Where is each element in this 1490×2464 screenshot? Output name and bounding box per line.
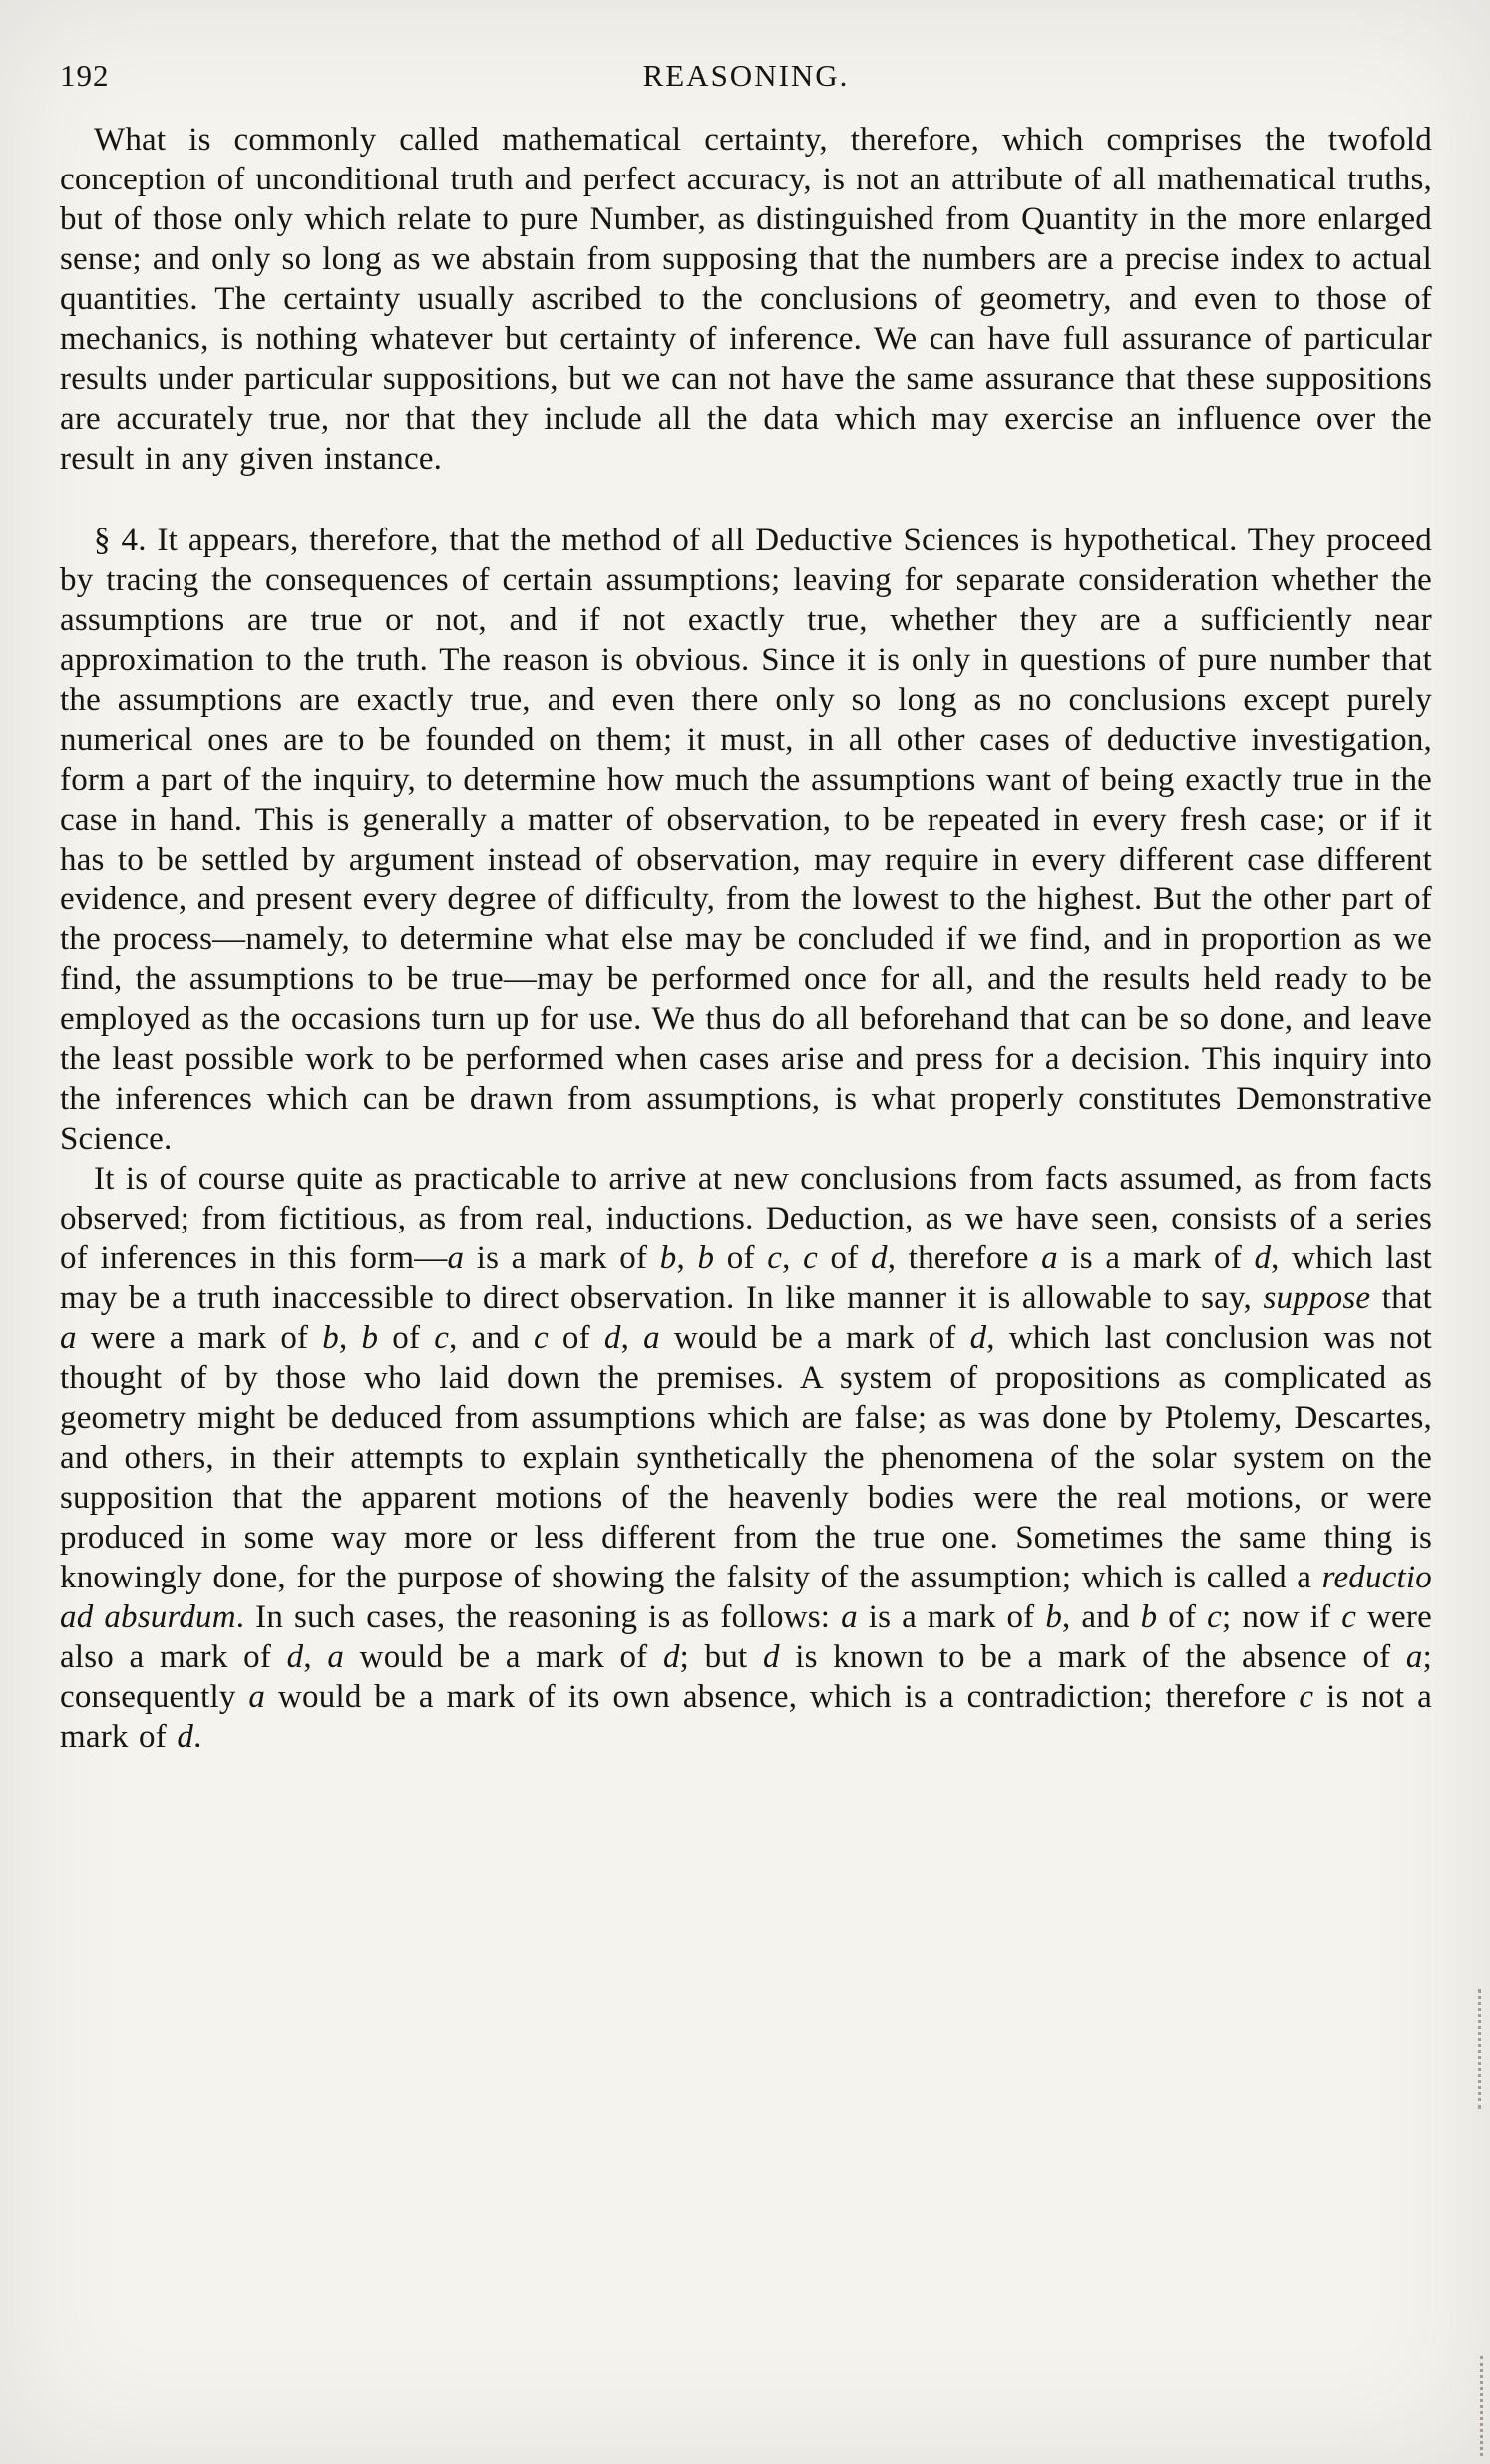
paragraph-mathematical-certainty: What is commonly called mathematical certainty, therefore, which comprises the twofold conception of unconditional truth and perfect accuracy, is not an attribute of all mathematical truths, but of those only which relate to pure Number, as distinguished from Quantity in the more enlarged sense; and only so long as we abstain from supposing that the numbers are a precise index to actual quantities. The certainty usually ascribed to the conclusions of geometry, and even to those of mechanics, is nothing whatever but certainty of inference. We can have full assurance of particular results under particular suppositions, but we can not have the same assurance that these suppositions are accurately true, nor that they include all the data which may exercise an influence over the result in any given instance. bbox=[60, 122, 1432, 477]
page-text bbox=[60, 120, 1432, 1757]
paragraph-section-4: § 4. It appears, therefore, that the method of all Deductive Sciences is hypothetical. They proceed by tracing the consequences of certain assumptions; leaving for separate consideration whether the assumptions are true or not, and if not exactly true, whether they are a sufficiently near approximation to the truth. The reason is obvious. Since it is only in questions of pure number that the assumptions are exactly true, and even there only so long as no conclusions except purely numerical ones are to be founded on them; it must, in all other cases of deductive investigation, form a part of the inquiry, to determine how much the assumptions want of being exactly true in the case in hand. This is generally a matter of observation, to be repeated in every fresh case; or if it has to be settled by argument instead of observation, may require in every different case different evidence, and present every degree of difficulty, from the lowest to the highest. But the other part of the process—namely, to determine what else may be concluded if we find, and in proportion as we find, the assumptions to be true—may be performed once for all, and the results held ready to be employed as the occasions turn up for use. We thus do all beforehand that can be so done, and leave the least possible work to be performed when cases arise and press for a decision. This inquiry into the inferences which can be drawn from assumptions, is what properly constitutes Demonstrative Science. bbox=[60, 523, 1432, 1157]
page-header bbox=[60, 58, 1432, 94]
paragraph-new-conclusions: It is of course quite as practicable to arrive at new conclusions from facts assumed, as from facts observed; from fictitious, as from real, inductions. Deduction, as we have seen, consists of a series of inferences in this form—a is a mark of b, b of c, c of d, therefore a is a mark of d, which last may be a truth inaccessible to direct observation. In like manner it is allowable to say, suppose that a were a mark of b, b of c, and c of d, a would be a mark of d, which last conclusion was not thought of by those who laid down the premises. A system of propositions as complicated as geometry might be deduced from assumptions which are false; as was done by Ptolemy, Descartes, and others, in their attempts to explain synthetically the phenomena of the solar system on the supposition that the apparent motions of the heavenly bodies were the real motions, or were produced in some way more or less different from the true one. Sometimes the same thing is knowingly done, for the purpose of showing the falsity of the assumption; which is called a reductio ad absurdum. In such cases, the reasoning is as follows: a is a mark of b, and b of c; now if c were also a mark of d, a would be a mark of d; but d is known to be a mark of the absence of a; consequently a would be a mark of its own absence, which is a contradiction; therefore c is not a mark of d. bbox=[60, 1161, 1433, 1755]
scan-artifact bbox=[1478, 1989, 1481, 2109]
running-title: REASONING. bbox=[642, 58, 850, 93]
scan-artifact bbox=[1480, 2356, 1483, 2456]
page-number: 192 bbox=[60, 58, 110, 93]
